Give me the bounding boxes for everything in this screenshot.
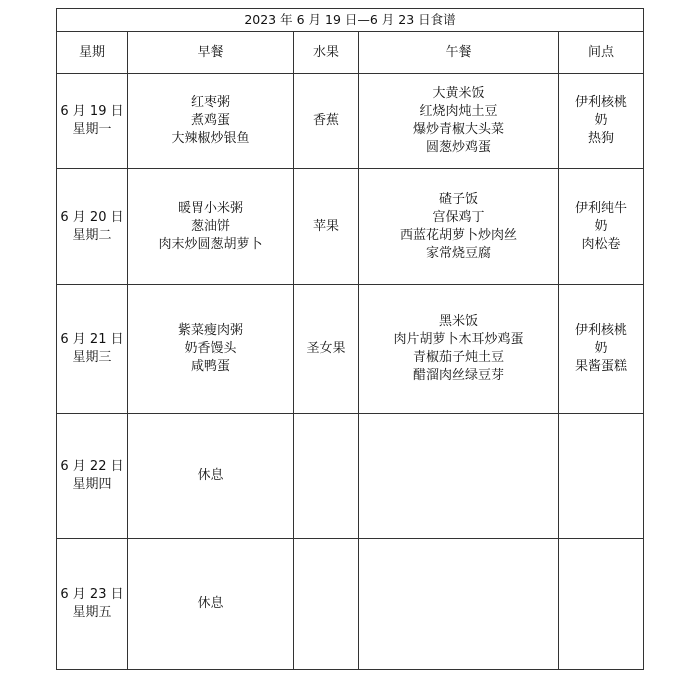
snack-item: 伊利核桃	[574, 95, 627, 110]
date-text: 6 月 22 日	[60, 459, 124, 474]
fruit-cell: 苹果	[294, 169, 359, 285]
table-row	[57, 169, 644, 285]
breakfast-item: 奶香馒头	[184, 341, 237, 356]
breakfast-item: 暖胃小米粥	[177, 200, 243, 216]
lunch-cell	[359, 74, 559, 169]
header-snack: 间点	[559, 32, 644, 74]
weekday-text: 星期五	[72, 605, 112, 620]
day-cell	[57, 285, 128, 414]
snack-item: 奶	[594, 113, 608, 128]
breakfast-cell	[128, 285, 294, 414]
breakfast-item: 肉末炒圆葱胡萝卜	[158, 236, 263, 252]
breakfast-item: 休息	[197, 596, 224, 611]
breakfast-item: 大辣椒炒银鱼	[171, 131, 250, 146]
breakfast-cell	[128, 169, 294, 285]
lunch-item: 碴子饭	[438, 191, 478, 207]
lunch-item: 青椒茄子炖土豆	[412, 350, 504, 365]
menu-title: 2023 年 6 月 19 日—6 月 23 日食谱	[57, 9, 644, 32]
breakfast-cell	[128, 414, 294, 539]
title-row	[57, 9, 644, 32]
snack-cell	[559, 169, 644, 285]
table-row	[57, 285, 644, 414]
snack-cell	[559, 539, 644, 670]
date-text: 6 月 23 日	[60, 587, 124, 602]
breakfast-item: 煮鸡蛋	[190, 113, 230, 128]
breakfast-cell	[128, 74, 294, 169]
weekday-text: 星期二	[72, 227, 112, 243]
lunch-item: 肉片胡萝卜木耳炒鸡蛋	[393, 332, 524, 347]
lunch-item: 圆葱炒鸡蛋	[425, 140, 491, 155]
weekday-text: 星期一	[72, 122, 112, 137]
day-cell	[57, 414, 128, 539]
header-breakfast: 早餐	[128, 32, 294, 74]
weekday-text: 星期三	[72, 350, 112, 365]
day-cell	[57, 539, 128, 670]
breakfast-item: 红枣粥	[190, 95, 230, 110]
breakfast-item: 休息	[197, 468, 224, 483]
fruit-cell	[294, 539, 359, 670]
day-cell	[57, 74, 128, 169]
breakfast-cell	[128, 539, 294, 670]
snack-item: 奶	[594, 218, 608, 234]
date-text: 6 月 20 日	[60, 209, 124, 225]
weekday-text: 星期四	[72, 477, 112, 492]
menu-table	[56, 8, 644, 670]
snack-cell	[559, 74, 644, 169]
lunch-item: 西蓝花胡萝卜炒肉丝	[399, 227, 517, 243]
fruit-cell: 香蕉	[294, 74, 359, 169]
snack-item: 奶	[594, 341, 608, 356]
snack-cell	[559, 414, 644, 539]
table-row	[57, 414, 644, 539]
snack-item: 热狗	[587, 131, 614, 146]
header-row	[57, 32, 644, 74]
breakfast-item: 咸鸭蛋	[190, 359, 230, 374]
table-row	[57, 74, 644, 169]
breakfast-item: 葱油饼	[190, 218, 230, 234]
lunch-item: 红烧肉炖土豆	[419, 104, 498, 119]
breakfast-item: 紫菜瘦肉粥	[177, 323, 243, 338]
lunch-cell	[359, 414, 559, 539]
lunch-cell	[359, 539, 559, 670]
snack-item: 伊利纯牛	[574, 200, 627, 216]
snack-item: 果酱蛋糕	[574, 359, 627, 374]
date-text: 6 月 21 日	[60, 332, 124, 347]
lunch-item: 爆炒青椒大头菜	[412, 122, 504, 137]
date-text: 6 月 19 日	[60, 104, 124, 119]
snack-item: 伊利核桃	[574, 323, 627, 338]
header-day: 星期	[57, 32, 128, 74]
fruit-cell	[294, 414, 359, 539]
snack-item: 肉松卷	[581, 236, 621, 252]
day-cell	[57, 169, 128, 285]
lunch-item: 黑米饭	[438, 314, 478, 329]
lunch-cell	[359, 285, 559, 414]
lunch-cell	[359, 169, 559, 285]
lunch-item: 宫保鸡丁	[432, 209, 485, 225]
lunch-item: 醋溜肉丝绿豆芽	[412, 368, 504, 383]
fruit-cell: 圣女果	[294, 285, 359, 414]
lunch-item: 大黄米饭	[432, 86, 485, 101]
header-lunch: 午餐	[359, 32, 559, 74]
lunch-item: 家常烧豆腐	[425, 245, 491, 261]
header-fruit: 水果	[294, 32, 359, 74]
snack-cell	[559, 285, 644, 414]
table-row	[57, 539, 644, 670]
